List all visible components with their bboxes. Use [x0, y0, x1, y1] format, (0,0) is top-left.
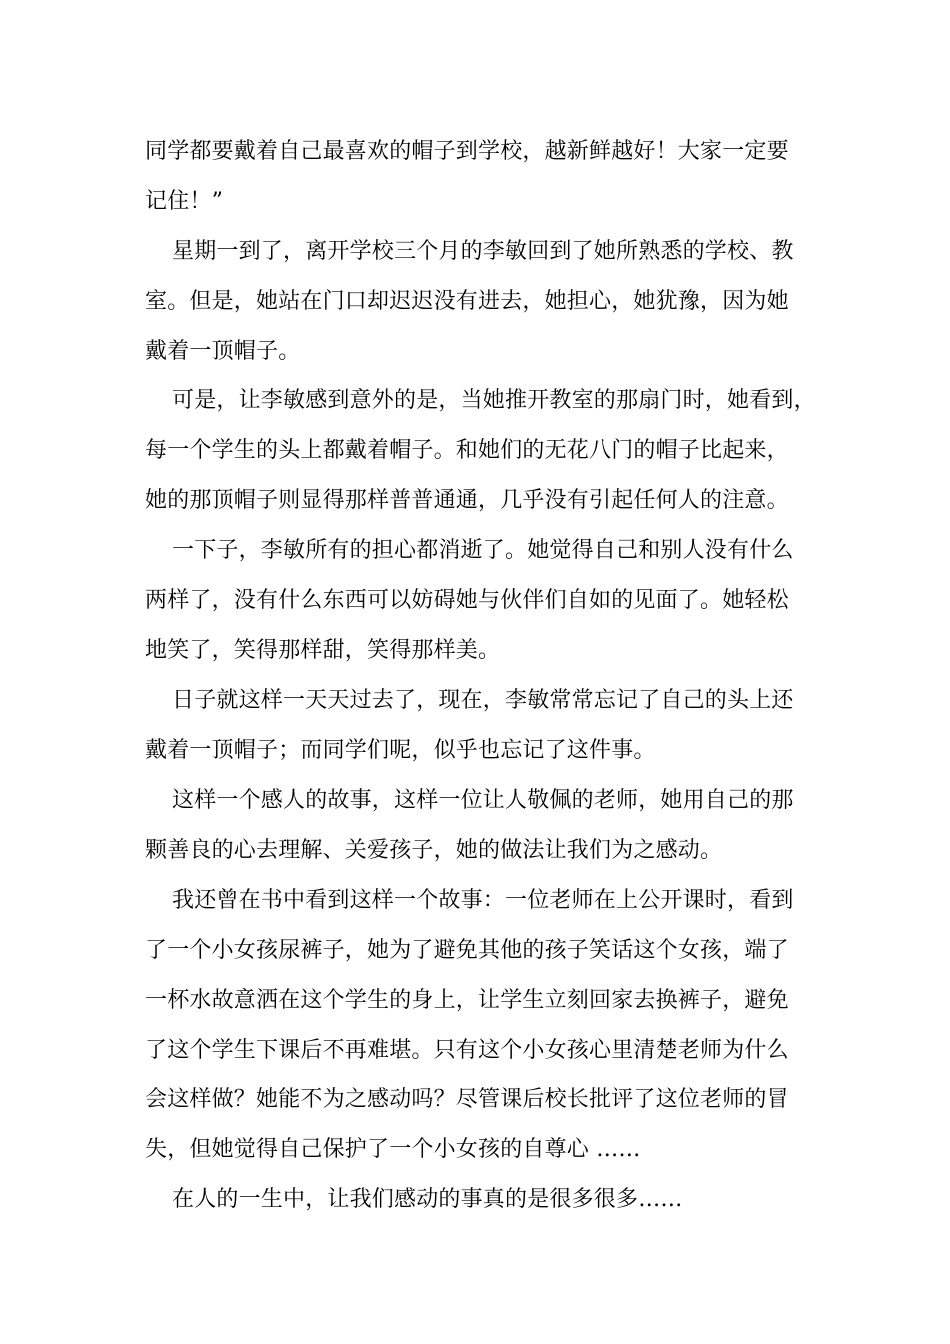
paragraph-8-line-1: 在人的一生中，让我们感动的事真的是很多很多…… [172, 1187, 683, 1212]
paragraph-6-line-1: 这样一个感人的故事，这样一位让人敬佩的老师，她用自己的那 [172, 788, 794, 813]
paragraph-2-line-1: 星期一到了，离开学校三个月的李敏回到了她所熟悉的学校、教 [172, 239, 794, 264]
paragraph-7-line-5: 会这样做？她能不为之感动吗？尽管课后校长批评了这位老师的冒 [145, 1087, 789, 1112]
paragraph-7-line-2: 了一个小女孩尿裤子，她为了避免其他的孩子笑话这个女孩，端了 [145, 938, 789, 963]
paragraph-3-line-3: 她的那顶帽子则显得那样普普通通，几乎没有引起任何人的注意。 [145, 488, 789, 513]
paragraph-1-line-2: 记住！” [145, 189, 224, 214]
paragraph-7-line-4: 了这个学生下课后不再难堪。只有这个小女孩心里清楚老师为什么 [145, 1038, 789, 1063]
paragraph-6-line-2: 颗善良的心去理解、关爱孩子，她的做法让我们为之感动。 [145, 838, 723, 863]
paragraph-2-line-3: 戴着一顶帽子。 [145, 339, 301, 364]
paragraph-1-line-1: 同学都要戴着自己最喜欢的帽子到学校，越新鲜越好！大家一定要 [145, 139, 789, 164]
paragraph-7-line-1: 我还曾在书中看到这样一个故事：一位老师在上公开课时，看到 [172, 888, 794, 913]
paragraph-3-line-2: 每一个学生的头上都戴着帽子。和她们的无花八门的帽子比起来， [145, 438, 789, 463]
paragraph-7-line-3: 一杯水故意洒在这个学生的身上，让学生立刻回家去换裤子，避免 [145, 988, 789, 1013]
paragraph-3-line-1: 可是，让李敏感到意外的是，当她推开教室的那扇门时，她看到， [172, 388, 816, 413]
paragraph-2-line-2: 室。但是，她站在门口却迟迟没有进去，她担心，她犹豫，因为她 [145, 289, 789, 314]
paragraph-5-line-2: 戴着一顶帽子；而同学们呢，似乎也忘记了这件事。 [145, 738, 656, 763]
paragraph-4-line-3: 地笑了，笑得那样甜，笑得那样美。 [145, 638, 501, 663]
paragraph-4-line-2: 两样了，没有什么东西可以妨碍她与伙伴们自如的见面了。她轻松 [145, 588, 789, 613]
paragraph-7-line-6: 失，但她觉得自己保护了一个小女孩的自尊心 …… [145, 1137, 641, 1162]
paragraph-4-line-1: 一下子，李敏所有的担心都消逝了。她觉得自己和别人没有什么 [172, 538, 794, 563]
paragraph-5-line-1: 日子就这样一天天过去了，现在，李敏常常忘记了自己的头上还 [172, 688, 794, 713]
